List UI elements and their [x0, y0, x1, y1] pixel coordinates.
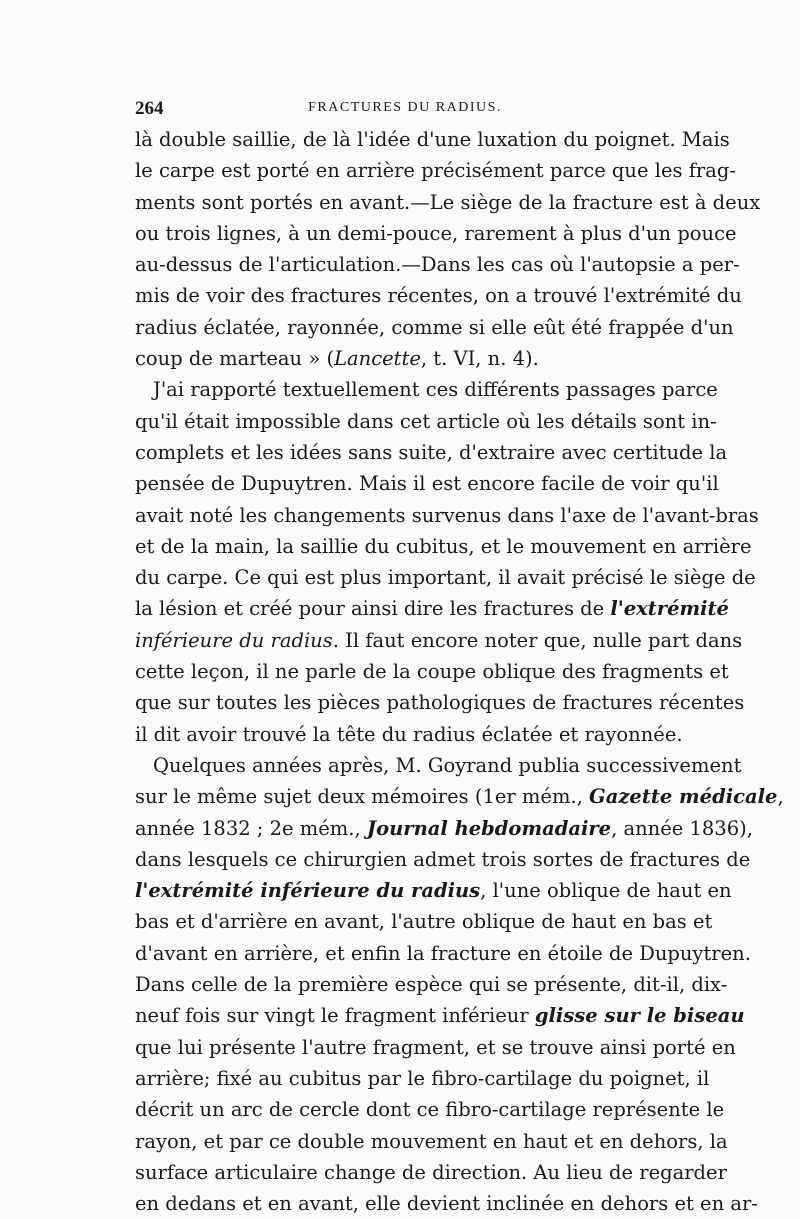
text-segment: mis de voir des fractures récentes, on a trouvé l'extrémité du [135, 284, 742, 308]
text-line [135, 844, 751, 875]
text-line [135, 1094, 725, 1125]
text-segment: du carpe. Ce qui est plus important, il avait précisé le siège de [135, 566, 756, 590]
italic-text: Journal hebdomadaire [366, 816, 612, 840]
text-segment: il dit avoir trouvé la tête du radius éclatée et rayonnée. [135, 722, 683, 746]
text-segment: avait noté les changements survenus dans l'axe de l'avant-bras [135, 503, 759, 527]
text-segment: et de la main, la saillie du cubitus, et le mouvement en arrière [135, 534, 752, 558]
text-line [135, 531, 752, 562]
text-line [135, 468, 719, 499]
text-line [135, 687, 745, 718]
italic-text: Gazette médicale [589, 785, 778, 809]
italic-text: l'extrémité [610, 597, 729, 621]
text-segment: complets et les idées sans suite, d'extraire avec certitude la [135, 440, 728, 464]
italic-text: inférieure du radius [135, 628, 333, 652]
text-line [135, 249, 740, 280]
italic-text: l'extrémité inférieure du radius [135, 879, 481, 903]
text-line [135, 656, 729, 687]
text-line [135, 906, 713, 937]
text-segment: que lui présente l'autre fragment, et se trouve ainsi porté en [135, 1035, 736, 1059]
text-segment: neuf fois sur vingt le fragment inférieur [135, 1004, 535, 1028]
text-line [135, 593, 729, 624]
text-line [135, 813, 753, 844]
text-segment: , t. VI, n. 4). [420, 347, 539, 371]
text-segment: d'avant en arrière, et enfin la fracture en étoile de Dupuytren. [135, 941, 751, 965]
text-line [135, 280, 742, 311]
text-line [135, 938, 751, 969]
text-segment: , [777, 785, 784, 809]
italic-text: glisse sur le biseau [534, 1004, 745, 1028]
text-line [135, 1126, 728, 1157]
text-line [135, 1032, 736, 1063]
text-segment: la lésion et créé pour ainsi dire les fractures de [135, 597, 611, 621]
text-segment: Dans celle de la première espèce qui se présente, dit-il, dix- [135, 973, 728, 997]
text-segment: rayon, et par ce double mouvement en haut et en dehors, la [135, 1129, 728, 1153]
text-line [135, 750, 742, 781]
text-segment: arrière; fixé au cubitus par le fibro-cartilage du poignet, il [135, 1066, 710, 1090]
text-segment: coup de marteau » ( [135, 347, 335, 371]
text-segment: année 1832 ; 2e mém., [135, 816, 367, 840]
text-line [135, 1157, 727, 1188]
text-segment: sur le même sujet deux mémoires (1er mém., [135, 785, 590, 809]
text-line [135, 969, 728, 1000]
text-segment: là double saillie, de là l'idée d'une luxation du poignet. Mais [135, 128, 730, 151]
text-segment: au-dessus de l'articulation.—Dans les cas où l'autopsie a per- [135, 253, 740, 277]
text-line [135, 562, 756, 593]
text-line [135, 124, 730, 155]
text-line [135, 719, 683, 750]
text-line [135, 187, 761, 218]
text-segment: pensée de Dupuytren. Mais il est encore facile de voir qu'il [135, 472, 719, 496]
text-line [135, 312, 734, 343]
text-line [135, 437, 728, 468]
text-line [135, 374, 718, 405]
text-segment: bas et d'arrière en avant, l'autre oblique de haut en bas et [135, 910, 713, 934]
text-segment: dans lesquels ce chirurgien admet trois sortes de fractures de [135, 847, 751, 871]
text-segment: J'ai rapporté textuellement ces différents passages parce [153, 378, 718, 402]
running-title: FRACTURES DU RADIUS. [308, 100, 502, 115]
text-line [135, 343, 675, 374]
text-segment: en dedans et en avant, elle devient inclinée en dehors et en ar- [135, 1192, 758, 1216]
text-line [135, 500, 759, 531]
text-segment: radius éclatée, rayonnée, comme si elle eût été frappée d'un [135, 315, 734, 339]
page-number: 264 [135, 98, 164, 119]
text-segment: . Il faut encore noter que, nulle part dans [332, 628, 743, 652]
text-line [135, 218, 737, 249]
text-line [135, 1188, 758, 1219]
text-line [135, 155, 736, 186]
text-segment: qu'il était impossible dans cet article où les détails sont in- [135, 409, 717, 433]
text-segment: surface articulaire change de direction. Au lieu de regarder [135, 1160, 727, 1184]
body-text [135, 124, 784, 1219]
page-header [135, 98, 675, 124]
text-segment: que sur toutes les pièces pathologiques de fractures récentes [135, 691, 745, 715]
text-line [135, 625, 743, 656]
text-line [135, 1063, 710, 1094]
text-segment: ou trois lignes, à un demi-pouce, rarement à plus d'un pouce [135, 221, 737, 245]
italic-text: Lancette [334, 347, 421, 371]
text-segment: cette leçon, il ne parle de la coupe oblique des fragments et [135, 660, 729, 684]
text-segment: Quelques années après, M. Goyrand publia successivement [153, 753, 742, 777]
text-line [135, 406, 717, 437]
text-segment: ments sont portés en avant.—Le siège de la fracture est à deux [135, 190, 761, 214]
text-segment: , l'une oblique de haut en [480, 879, 732, 903]
text-segment: le carpe est porté en arrière précisément parce que les frag- [135, 159, 736, 183]
text-segment: , année 1836), [611, 816, 753, 840]
text-segment: décrit un arc de cercle dont ce fibro-cartilage représente le [135, 1098, 725, 1122]
text-line [135, 875, 732, 906]
text-line [135, 781, 784, 812]
text-line [135, 1000, 745, 1031]
